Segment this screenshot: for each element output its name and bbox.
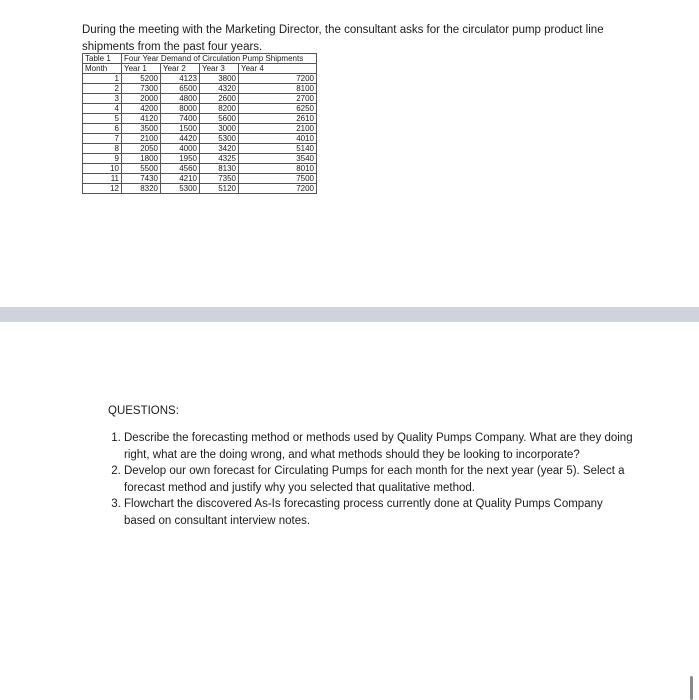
question-item: 3. Flowchart the discovered As-Is forecasting process currently done at Quality Pumps Company based on consultant interview notes. [124,496,636,529]
intro-paragraph: During the meeting with the Marketing Director, the consultant asks for the circulator pump product line shipments from the past four years. [82,23,604,53]
value-cell: 8000 [161,104,200,114]
value-cell: 7200 [239,74,317,84]
value-cell: 4420 [161,134,200,144]
value-cell: 6500 [161,84,200,94]
value-cell: 4120 [122,114,161,124]
value-cell: 2610 [239,114,317,124]
month-cell: 6 [83,124,122,134]
table-row [83,134,317,144]
value-cell: 4123 [161,74,200,84]
month-cell: 1 [83,74,122,84]
month-cell: 7 [83,134,122,144]
year-header: Year 1 [122,64,161,74]
value-cell: 7400 [161,114,200,124]
value-cell: 4200 [122,104,161,114]
value-cell: 5200 [122,74,161,84]
value-cell: 6250 [239,104,317,114]
table-row [83,74,317,84]
table-row [83,94,317,104]
value-cell: 2050 [122,144,161,154]
month-cell: 2 [83,84,122,94]
table-header-row [83,64,317,74]
table-title-row [83,54,317,64]
value-cell: 8010 [239,164,317,174]
value-cell: 4320 [200,84,239,94]
value-cell: 2000 [122,94,161,104]
table-row [83,84,317,94]
table-row [83,114,317,124]
question-item: 1. Describe the forecasting method or methods used by Quality Pumps Company. What are they doing right, what are the doing wrong, and what methods should they be looking to incorporate? [124,430,636,463]
value-cell: 4800 [161,94,200,104]
shipments-table [82,53,317,194]
month-header: Month [83,64,122,74]
value-cell: 2600 [200,94,239,104]
value-cell: 2100 [239,124,317,134]
table-row [83,174,317,184]
table-row [83,124,317,134]
value-cell: 1800 [122,154,161,164]
value-cell: 8130 [200,164,239,174]
value-cell: 5600 [200,114,239,124]
value-cell: 1950 [161,154,200,164]
year-header: Year 2 [161,64,200,74]
value-cell: 7200 [239,184,317,194]
month-cell: 5 [83,114,122,124]
month-cell: 11 [83,174,122,184]
value-cell: 3800 [200,74,239,84]
value-cell: 3540 [239,154,317,164]
table-row [83,154,317,164]
value-cell: 4560 [161,164,200,174]
value-cell: 2100 [122,134,161,144]
value-cell: 5500 [122,164,161,174]
value-cell: 4000 [161,144,200,154]
value-cell: 7430 [122,174,161,184]
value-cell: 8100 [239,84,317,94]
question-item: 2. Develop our own forecast for Circulating Pumps for each month for the next year (year 5). Select a forecast method and justify why you selected that qualitative method. [124,463,636,496]
value-cell: 5120 [200,184,239,194]
value-cell: 8320 [122,184,161,194]
value-cell: 3420 [200,144,239,154]
month-cell: 10 [83,164,122,174]
value-cell: 7300 [122,84,161,94]
value-cell: 7350 [200,174,239,184]
year-header: Year 3 [200,64,239,74]
value-cell: 8200 [200,104,239,114]
questions-heading: QUESTIONS: [108,405,179,417]
table-title: Four Year Demand of Circulation Pump Shipments [122,54,317,64]
value-cell: 4325 [200,154,239,164]
value-cell: 5300 [161,184,200,194]
page-separator [0,307,699,322]
scrollbar[interactable] [690,676,693,700]
month-cell: 12 [83,184,122,194]
month-cell: 9 [83,154,122,164]
value-cell: 4010 [239,134,317,144]
table-row [83,184,317,194]
month-cell: 4 [83,104,122,114]
value-cell: 1500 [161,124,200,134]
value-cell: 2700 [239,94,317,104]
table-row [83,164,317,174]
value-cell: 4210 [161,174,200,184]
value-cell: 7500 [239,174,317,184]
month-cell: 3 [83,94,122,104]
year-header: Year 4 [239,64,317,74]
value-cell: 3500 [122,124,161,134]
table-label: Table 1 [83,54,122,64]
month-cell: 8 [83,144,122,154]
table-row [83,144,317,154]
value-cell: 3000 [200,124,239,134]
table-row [83,104,317,114]
questions-list [100,430,636,530]
value-cell: 5140 [239,144,317,154]
value-cell: 5300 [200,134,239,144]
